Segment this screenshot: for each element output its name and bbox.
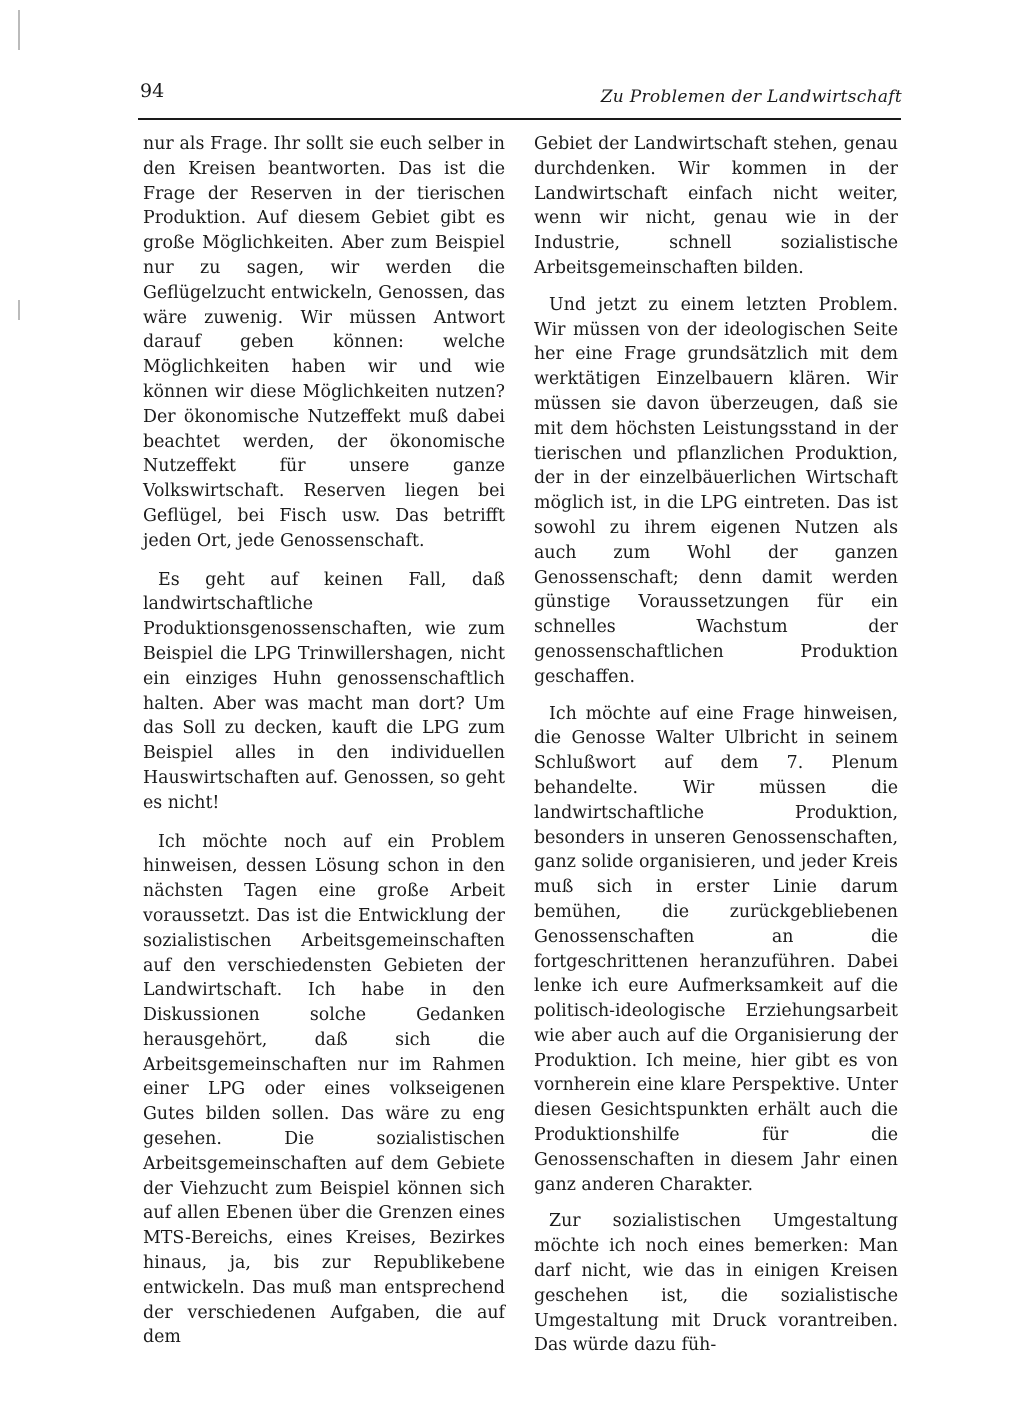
scan-edge-mark: [18, 300, 20, 320]
paragraph: Und jetzt zu einem letzten Problem. Wir müssen von der ideologischen Seite her eine Frage grundsätzlich mit dem werktätigen Einzelbauern klären. Wir müssen sie davon überzeugen, daß sie mit dem höchsten Leistungsstand in der tierischen und pflanzlichen Produktion, der in der einzelbäuerlichen Wirtschaft möglich ist, in die LPG eintreten. Das ist sowohl zu ihrem eigenen Nutzen als auch zum Wohl der ganzen Genossenschaft; denn damit werden günstige Voraussetzungen für ein schnelles Wachstum der genossenschaftlichen Produktion geschaffen.: [534, 294, 898, 687]
paragraph: nur als Frage. Ihr sollt sie euch selber in den Kreisen beantworten. Das ist die Frage der Reserven in der tierischen Produktion. Auf diesem Gebiet gibt es große Möglichkeiten. Aber zum Beispiel nur zu sagen, wir werden die Geflügelzucht entwickeln, Genossen, das wäre zuwenig. Wir müssen Antwort darauf geben können: welche Möglichkeiten haben wir und wie können wir diese Möglichkeiten nutzen? Der ökonomische Nutzeffekt muß dabei beachtet werden, der ökonomische Nutzeffekt für unsere ganze Volkswirtschaft. Reserven liegen bei Geflügel, bei Fisch usw. Das betrifft jeden Ort, jede Genossenschaft.: [143, 134, 505, 551]
paragraph: Ich möchte auf eine Frage hinweisen, die Genosse Walter Ulbricht in seinem Schlußwort auf dem 7. Plenum behandelte. Wir müssen die landwirtschaftliche Produktion, besonders in unseren Genossenschaften, ganz solide organisieren, und jeder Kreis muß sich in erster Linie darum bemühen, die zurückgebliebenen Genossenschaften an die fortgeschrittenen heranzuführen. Dabei lenke ich eure Aufmerksamkeit auf die politisch-ideologische Erziehungsarbeit wie aber auch auf die Organisierung der Produktion. Ich meine, hier gibt es von vornherein eine klare Perspektive. Unter diesen Gesichtspunkten erhält auch die Produktionshilfe für die Genossenschaften in diesem Jahr einen ganz anderen Charakter.: [534, 703, 898, 1195]
paragraph: Es geht auf keinen Fall, daß landwirtschaftliche Produktionsgenossenschaften, wie zum Beispiel die LPG Trinwillershagen, nicht ein einziges Huhn genossenschaftlich halten. Aber was macht man dort? Um das Soll zu decken, kauft die LPG zum Beispiel alles in den individuellen Hauswirtschaften auf. Genossen, so geht es nicht!: [143, 569, 505, 813]
right-column: [534, 132, 898, 1370]
paragraph: Zur sozialistischen Umgestaltung möchte ich noch eines bemerken: Man darf nicht, wie das in einigen Kreisen geschehen ist, die sozialistische Umgestaltung mit Druck vorantreiben. Das würde dazu füh-: [534, 1211, 898, 1356]
running-title: Zu Problemen der Landwirtschaft: [600, 87, 902, 107]
header-rule: [138, 118, 901, 120]
paragraph: Gebiet der Landwirtschaft stehen, genau durchdenken. Wir kommen in der Landwirtschaft einfach nicht weiter, wenn wir nicht, genau wie in der Industrie, schnell sozialistische Arbeitsgemeinschaften bilden.: [534, 134, 898, 278]
page-number: 94: [140, 80, 165, 102]
left-column: [143, 132, 505, 1362]
scan-edge-mark: [18, 10, 20, 50]
paragraph: Ich möchte noch auf ein Problem hinweisen, dessen Lösung schon in den nächsten Tagen eine große Arbeit voraussetzt. Das ist die Entwicklung der sozialistischen Arbeitsgemeinschaften auf den verschiedensten Gebieten der Landwirtschaft. Ich habe in den Diskussionen solche Gedanken herausgehört, daß sich die Arbeitsgemeinschaften nur im Rahmen einer LPG oder eines volkseigenen Gutes bilden sollen. Das wäre zu eng gesehen. Die sozialistischen Arbeitsgemeinschaften auf dem Gebiete der Viehzucht zum Beispiel können sich auf allen Ebenen über die Grenzen eines MTS-Bereichs, eines Kreises, Bezirkes hinaus, ja, bis zur Republikebene entwickeln. Das muß man entsprechend der verschiedenen Aufgaben, die auf dem: [143, 831, 505, 1348]
